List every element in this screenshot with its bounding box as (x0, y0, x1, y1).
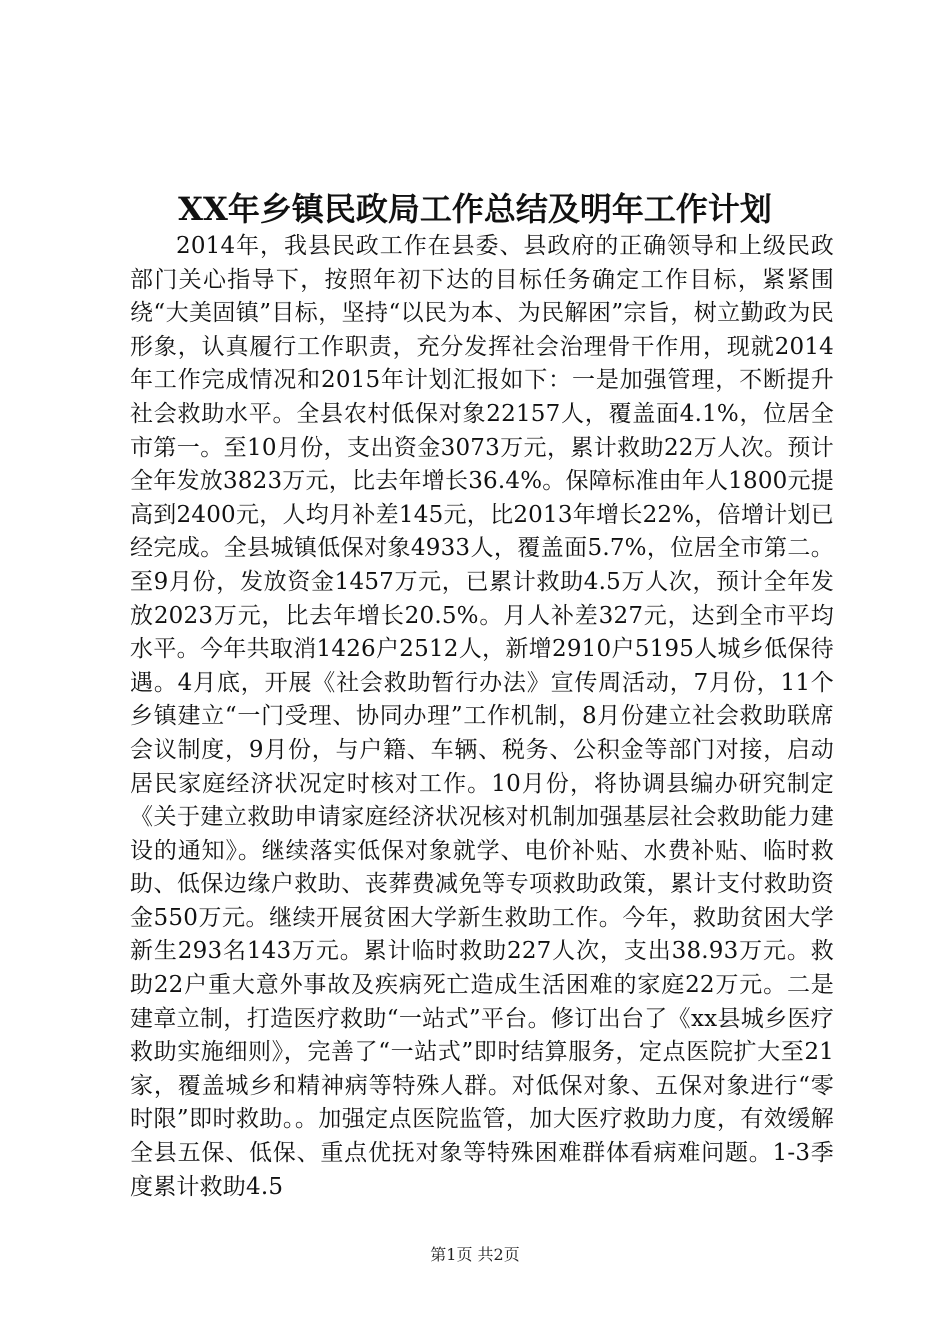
page-number-footer: 第1页 共2页 (430, 1245, 520, 1264)
document-body-paragraph: 2014年，我县民政工作在县委、县政府的正确领导和上级民政部门关心指导下，按照年初下达的目标任务确定工作目标，紧紧围绕“大美固镇”目标，坚持“以民为本、为民解困”宗旨，树立勤政为民形象，认真履行工作职责，充分发挥社会治理骨干作用，现就2014年工作完成情况和2015年计划汇报如下：一是加强管理，不断提升社会救助水平。全县农村低保对象22157人，覆盖面4.1%，位居全市第一。至10月份，支出资金3073万元，累计救助22万人次。预计全年发放3823万元，比去年增长36.4%。保障标准由年人1800元提高到2400元，人均月补差145元，比2013年增长22%，倍增计划已经完成。全县城镇低保对象4933人，覆盖面5.7%，位居全市第二。至9月份，发放资金1457万元，已累计救助4.5万人次，预计全年发放2023万元，比去年增长20.5%。月人补差327元，达到全市平均水平。今年共取消1426户2512人，新增2910户5195人城乡低保待遇。4月底，开展《社会救助暂行办法》宣传周活动，7月份，11个乡镇建立“一门受理、协同办理”工作机制，8月份建立社会救助联席会议制度，9月份，与户籍、车辆、税务、公积金等部门对接，启动居民家庭经济状况定时核对工作。10月份，将协调县编办研究制定《关于建立救助申请家庭经济状况核对机制加强基层社会救助能力建设的通知》。继续落实低保对象就学、电价补贴、水费补贴、临时救助、低保边缘户救助、丧葬费减免等专项救助政策，累计支付救助资金550万元。继续开展贫困大学新生救助工作。今年，救助贫困大学新生293名143万元。累计临时救助227人次，支出38.93万元。救助22户重大意外事故及疾病死亡造成生活困难的家庭22万元。二是建章立制，打造医疗救助“一站式”平台。修订出台了《xx县城乡医疗救助实施细则》，完善了“一站式”即时结算服务，定点医院扩大至21家，覆盖城乡和精神病等特殊人群。对低保对象、五保对象进行“零时限”即时救助。。加强定点医院监管，加大医疗救助力度，有效缓解全县五保、低保、重点优抚对象等特殊困难群体看病难问题。1-3季度累计救助4.5 (130, 233, 834, 1200)
document-title: XX年乡镇民政局工作总结及明年工作计划 (178, 190, 772, 228)
